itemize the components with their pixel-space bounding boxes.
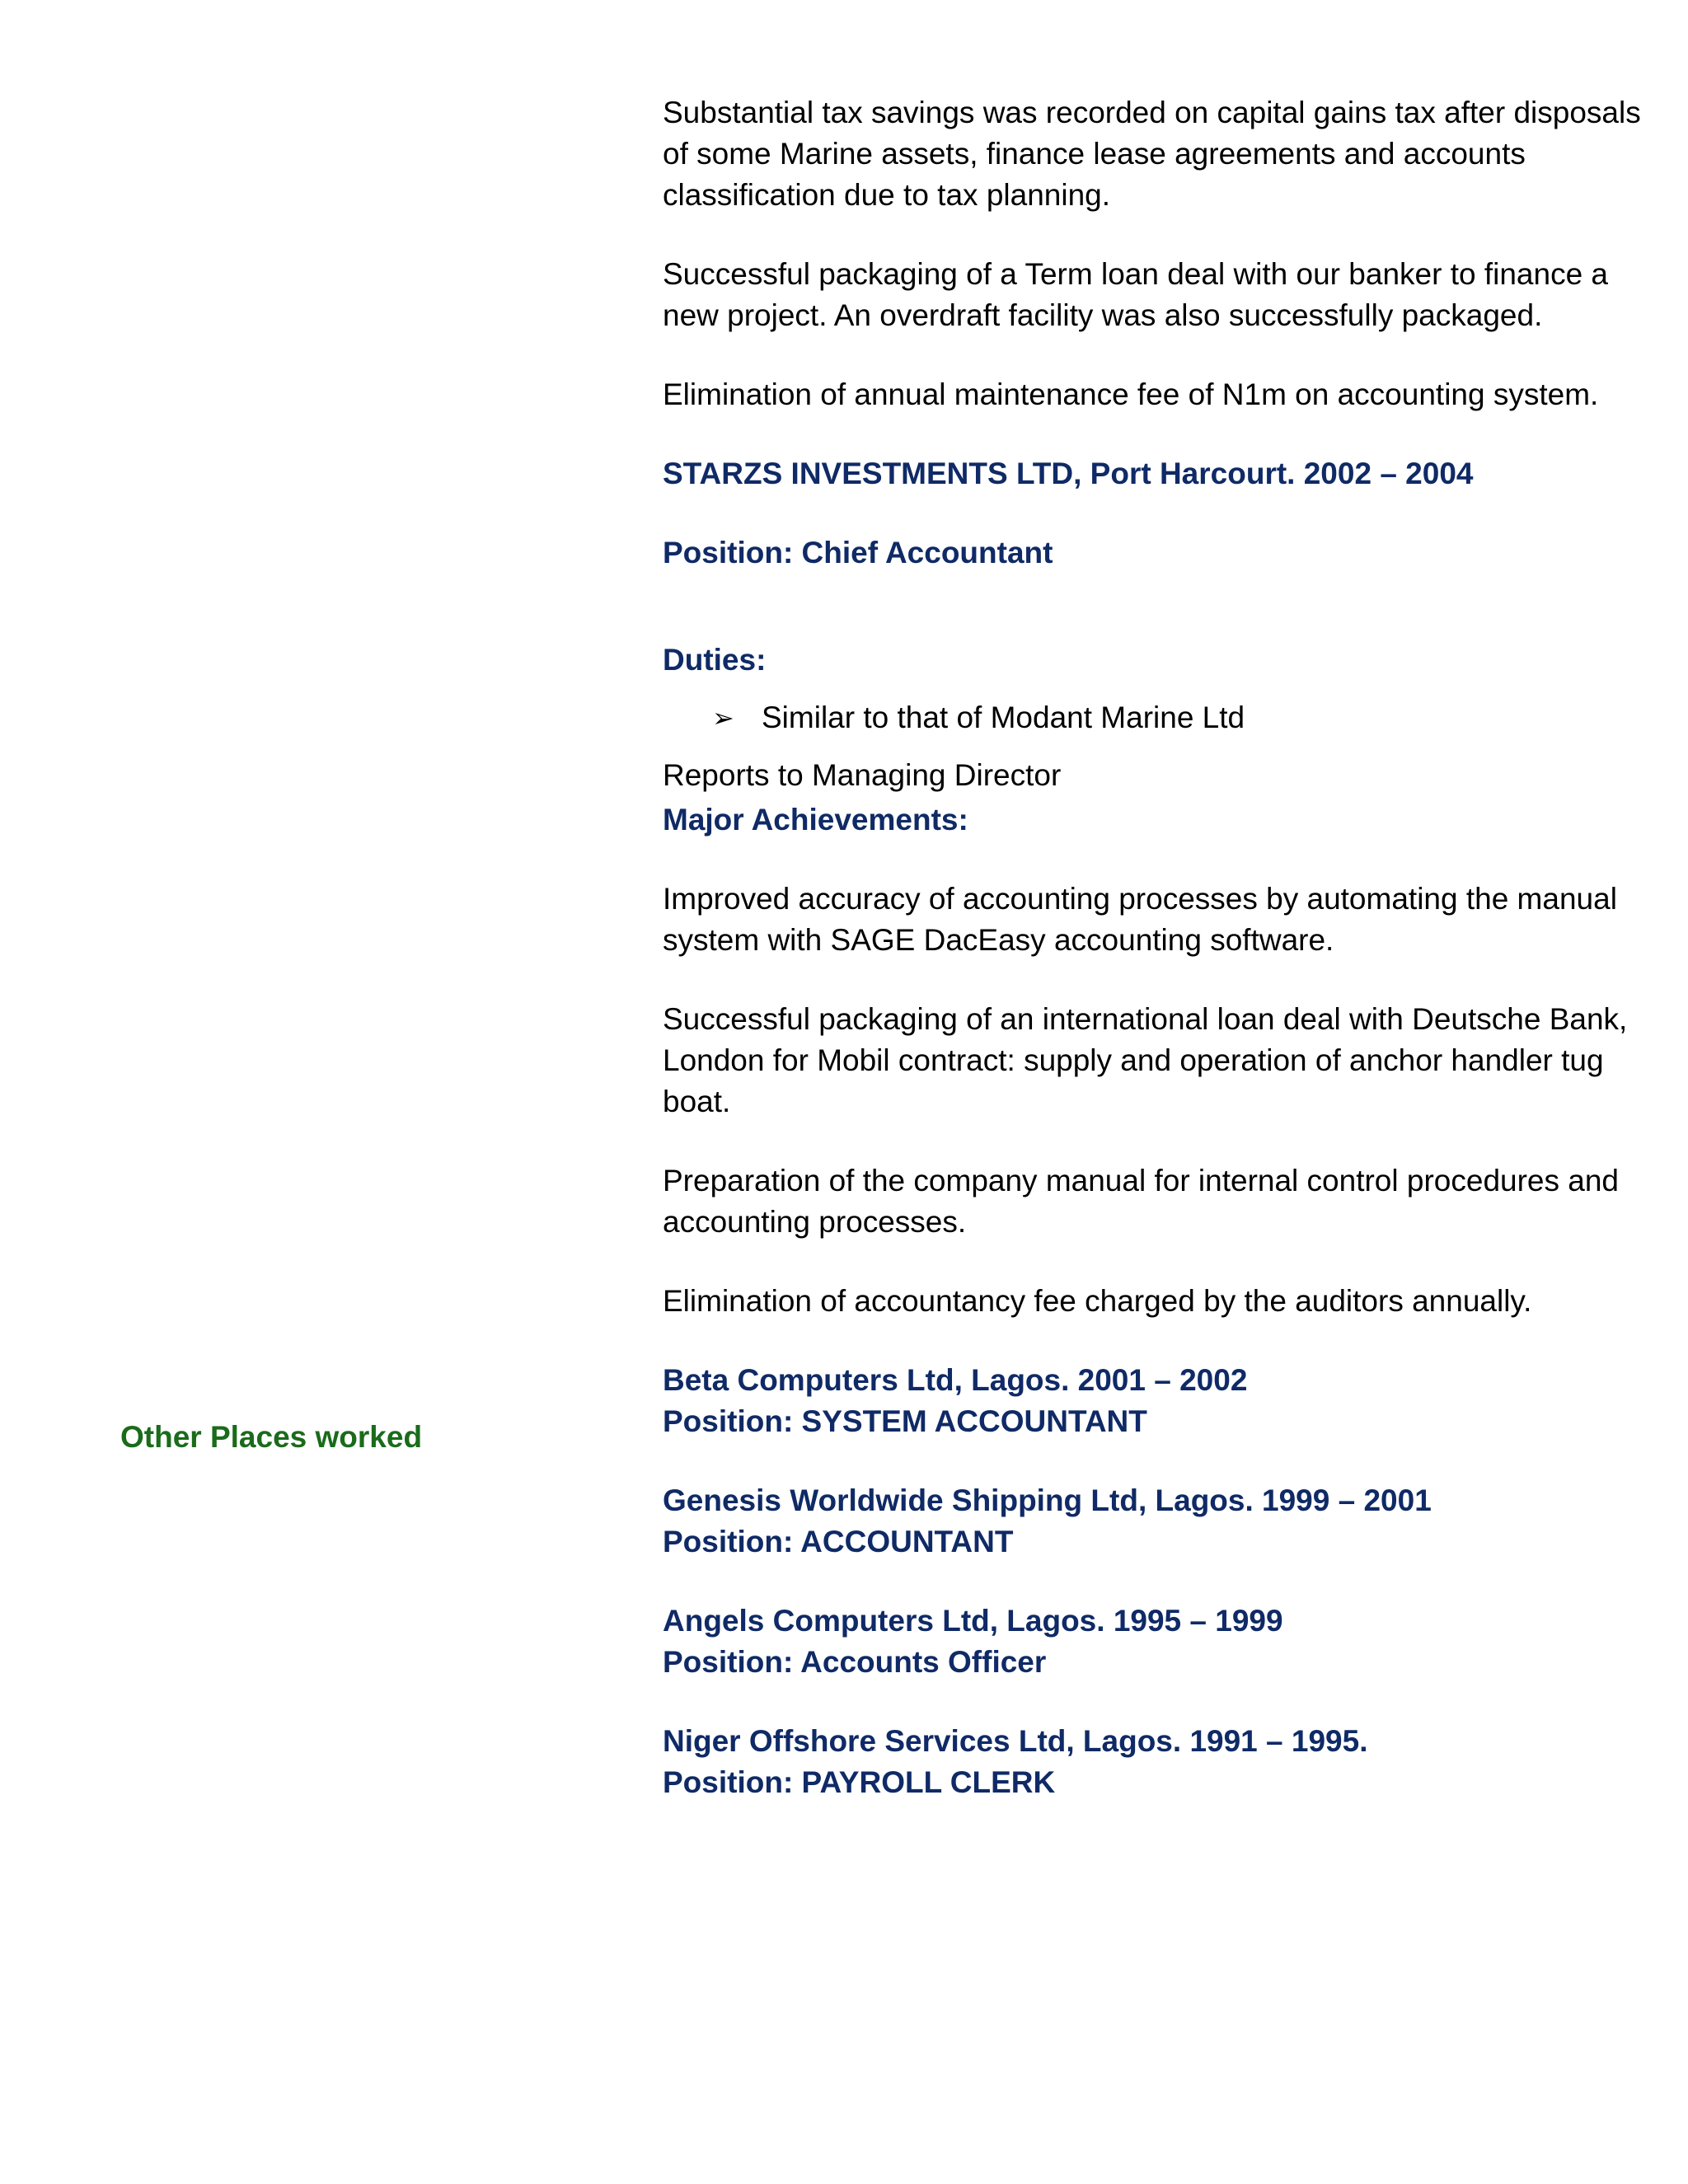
major-achievements-heading: Major Achievements: [663,803,968,837]
main-content [663,92,1652,1803]
position-heading: Position: Chief Accountant [663,536,1053,569]
company-heading: Genesis Worldwide Shipping Ltd, Lagos. 1999 – 2001 [663,1483,1432,1517]
achievement-paragraph: Successful packaging of an international loan deal with Deutsche Bank, London for Mobil contract: supply and operation of anchor handler tug boat. [663,1002,1628,1118]
company-heading: Niger Offshore Services Ltd, Lagos. 1991 – 1995. [663,1724,1368,1758]
position-heading: Position: Accounts Officer [663,1645,1047,1679]
company-heading: Beta Computers Ltd, Lagos. 2001 – 2002 [663,1363,1248,1397]
achievement-paragraph: Substantial tax savings was recorded on capital gains tax after disposals of some Marine assets, finance lease agreements and accounts classification due to tax planning. [663,96,1641,212]
duty-text: Similar to that of Modant Marine Ltd [762,701,1245,734]
achievement-paragraph: Elimination of accountancy fee charged by the auditors annually. [663,1284,1532,1318]
achievement-paragraph: Successful packaging of a Term loan deal with our banker to finance a new project. An overdraft facility was also successfully packaged. [663,257,1608,332]
position-heading: Position: SYSTEM ACCOUNTANT [663,1404,1147,1438]
company-heading: Angels Computers Ltd, Lagos. 1995 – 1999 [663,1604,1283,1638]
achievement-paragraph: Preparation of the company manual for internal control procedures and accounting processes. [663,1164,1620,1239]
company-heading: STARZS INVESTMENTS LTD, Port Harcourt. 2002 – 2004 [663,457,1474,490]
achievement-paragraph: Elimination of annual maintenance fee of N1m on accounting system. [663,377,1599,411]
position-heading: Position: ACCOUNTANT [663,1525,1014,1558]
position-heading: Position: PAYROLL CLERK [663,1765,1056,1799]
achievement-paragraph: Improved accuracy of accounting processes by automating the manual system with SAGE DacEasy accounting software. [663,882,1617,957]
other-places-worked-label: Other Places worked [120,1420,423,1454]
arrowhead-bullet-icon: ➢ [712,703,734,733]
duties-heading: Duties: [663,643,767,677]
reports-to-text: Reports to Managing Director [663,758,1062,792]
duty-item [712,697,1652,738]
